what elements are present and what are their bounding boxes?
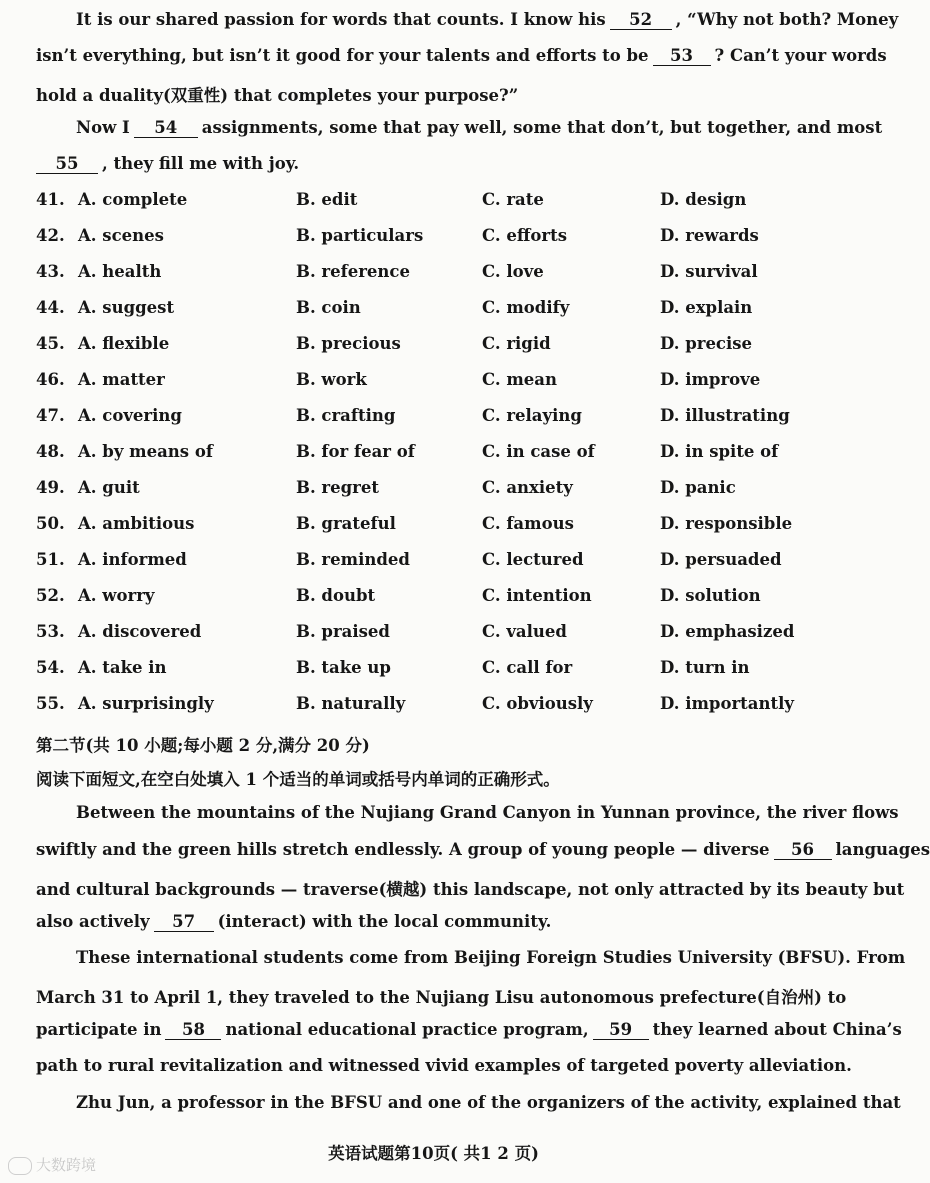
- question-number: 47.: [36, 406, 65, 425]
- option-d: D. rewards: [660, 226, 759, 245]
- option-c: C. mean: [482, 370, 557, 389]
- text: languages: [835, 840, 930, 859]
- option-c: C. rigid: [482, 334, 551, 353]
- question-number: 54.: [36, 658, 65, 677]
- question-number: 44.: [36, 298, 65, 317]
- option-a: A. matter: [78, 370, 165, 389]
- blank-57: 57: [154, 913, 214, 932]
- option-d: D. turn in: [660, 658, 750, 677]
- text: It is our shared passion for words that counts. I know his: [76, 10, 606, 29]
- option-b: B. naturally: [296, 694, 406, 713]
- blank-52: 52: [610, 11, 672, 30]
- question-number: 43.: [36, 262, 65, 281]
- text: ? Can’t your words: [714, 46, 887, 65]
- option-a: A. complete: [78, 190, 188, 209]
- watermark-logo-icon: [8, 1157, 32, 1175]
- option-c: C. rate: [482, 190, 544, 209]
- option-d: D. responsible: [660, 514, 793, 533]
- option-b: B. reminded: [296, 550, 410, 569]
- option-row: [36, 550, 836, 574]
- option-row: [36, 586, 836, 610]
- option-row: [36, 406, 836, 430]
- option-a: A. take in: [78, 658, 167, 677]
- option-d: D. importantly: [660, 694, 794, 713]
- text: isn’t everything, but isn’t it good for your talents and efforts to be: [36, 46, 649, 65]
- question-number: 55.: [36, 694, 65, 713]
- option-a: A. informed: [78, 550, 187, 569]
- option-a: A. discovered: [78, 622, 202, 641]
- option-b: B. edit: [296, 190, 358, 209]
- option-a: A. worry: [78, 586, 155, 605]
- question-number: 52.: [36, 586, 65, 605]
- text: national educational practice program,: [225, 1020, 589, 1039]
- option-d: D. illustrating: [660, 406, 790, 425]
- passage2-line7: [36, 1020, 902, 1040]
- option-d: D. emphasized: [660, 622, 795, 641]
- blank-55: 55: [36, 155, 98, 174]
- option-d: D. panic: [660, 478, 736, 497]
- option-b: B. for fear of: [296, 442, 415, 461]
- blank-54: 54: [134, 119, 198, 138]
- option-d: D. improve: [660, 370, 761, 389]
- text: they learned about China’s: [652, 1020, 902, 1039]
- blank-59: 59: [593, 1021, 649, 1040]
- question-number: 46.: [36, 370, 65, 389]
- section-title: 第二节(共 10 小题;每小题 2 分,满分 20 分): [36, 736, 370, 755]
- option-row: [36, 334, 836, 358]
- option-a: A. guit: [78, 478, 140, 497]
- option-d: D. solution: [660, 586, 761, 605]
- option-row: [36, 190, 836, 214]
- option-c: C. obviously: [482, 694, 593, 713]
- option-a: A. ambitious: [78, 514, 195, 533]
- passage2-line2: [36, 840, 930, 860]
- option-c: C. intention: [482, 586, 592, 605]
- option-b: B. praised: [296, 622, 390, 641]
- option-d: D. precise: [660, 334, 753, 353]
- passage2-line6: March 31 to April 1, they traveled to the Nujiang Lisu autonomous prefecture(自治州) to: [36, 988, 847, 1007]
- passage1-line4: [76, 118, 882, 138]
- option-row: [36, 694, 836, 718]
- question-number: 42.: [36, 226, 65, 245]
- option-c: C. anxiety: [482, 478, 573, 497]
- passage2-line4: [36, 912, 551, 932]
- option-d: D. design: [660, 190, 747, 209]
- passage2-line3: and cultural backgrounds — traverse(横越) this landscape, not only attracted by its beauty but: [36, 880, 905, 899]
- text: participate in: [36, 1020, 162, 1039]
- option-a: A. surprisingly: [78, 694, 214, 713]
- option-c: C. famous: [482, 514, 574, 533]
- text: , “Why not both? Money: [675, 10, 899, 29]
- question-number: 49.: [36, 478, 65, 497]
- blank-53: 53: [653, 47, 711, 66]
- question-number: 50.: [36, 514, 65, 533]
- option-c: C. in case of: [482, 442, 595, 461]
- option-c: C. relaying: [482, 406, 582, 425]
- text: (interact) with the local community.: [217, 912, 552, 931]
- text: also actively: [36, 912, 150, 931]
- question-number: 45.: [36, 334, 65, 353]
- option-a: A. scenes: [78, 226, 164, 245]
- question-number: 41.: [36, 190, 65, 209]
- option-b: B. regret: [296, 478, 379, 497]
- question-number: 48.: [36, 442, 65, 461]
- option-a: A. suggest: [78, 298, 175, 317]
- passage1-line5: [36, 154, 299, 174]
- option-a: A. health: [78, 262, 162, 281]
- option-b: B. particulars: [296, 226, 424, 245]
- option-row: [36, 370, 836, 394]
- section-instruction: 阅读下面短文,在空白处填入 1 个适当的单词或括号内单词的正确形式。: [36, 770, 560, 789]
- option-a: A. covering: [78, 406, 182, 425]
- option-row: [36, 262, 836, 286]
- option-row: [36, 298, 836, 322]
- watermark: [8, 1154, 96, 1175]
- text: swiftly and the green hills stretch endlessly. A group of young people — diverse: [36, 840, 770, 859]
- text: Now I: [76, 118, 130, 137]
- option-b: B. coin: [296, 298, 361, 317]
- text: assignments, some that pay well, some that don’t, but together, and most: [201, 118, 883, 137]
- option-row: [36, 622, 836, 646]
- question-number: 51.: [36, 550, 65, 569]
- page-footer: 英语试题第10页( 共1 2 页): [328, 1144, 539, 1163]
- option-d: D. persuaded: [660, 550, 782, 569]
- option-d: D. survival: [660, 262, 758, 281]
- passage1-line1: [76, 10, 898, 30]
- passage2-line5: These international students come from Beijing Foreign Studies University (BFSU). From: [76, 948, 906, 967]
- option-row: [36, 442, 836, 466]
- passage2-line1: Between the mountains of the Nujiang Grand Canyon in Yunnan province, the river flows: [76, 803, 899, 822]
- watermark-text: 大数跨境: [36, 1156, 97, 1174]
- option-b: B. precious: [296, 334, 401, 353]
- option-d: D. explain: [660, 298, 753, 317]
- passage2-line9: Zhu Jun, a professor in the BFSU and one of the organizers of the activity, explained that: [76, 1093, 901, 1112]
- option-a: A. by means of: [78, 442, 213, 461]
- option-c: C. lectured: [482, 550, 584, 569]
- option-c: C. call for: [482, 658, 573, 677]
- option-b: B. doubt: [296, 586, 376, 605]
- passage1-line3: hold a duality(双重性) that completes your purpose?”: [36, 86, 519, 105]
- option-b: B. take up: [296, 658, 391, 677]
- option-b: B. grateful: [296, 514, 396, 533]
- passage2-line8: path to rural revitalization and witnessed vivid examples of targeted poverty alleviation.: [36, 1056, 852, 1075]
- option-c: C. efforts: [482, 226, 567, 245]
- option-c: C. valued: [482, 622, 567, 641]
- passage1-line2: [36, 46, 887, 66]
- option-a: A. flexible: [78, 334, 170, 353]
- option-row: [36, 478, 836, 502]
- option-b: B. reference: [296, 262, 410, 281]
- blank-56: 56: [774, 841, 832, 860]
- option-b: B. crafting: [296, 406, 396, 425]
- option-b: B. work: [296, 370, 367, 389]
- blank-58: 58: [165, 1021, 221, 1040]
- option-row: [36, 514, 836, 538]
- option-row: [36, 658, 836, 682]
- option-c: C. modify: [482, 298, 570, 317]
- option-row: [36, 226, 836, 250]
- option-c: C. love: [482, 262, 544, 281]
- option-d: D. in spite of: [660, 442, 779, 461]
- text: , they fill me with joy.: [102, 154, 300, 173]
- question-number: 53.: [36, 622, 65, 641]
